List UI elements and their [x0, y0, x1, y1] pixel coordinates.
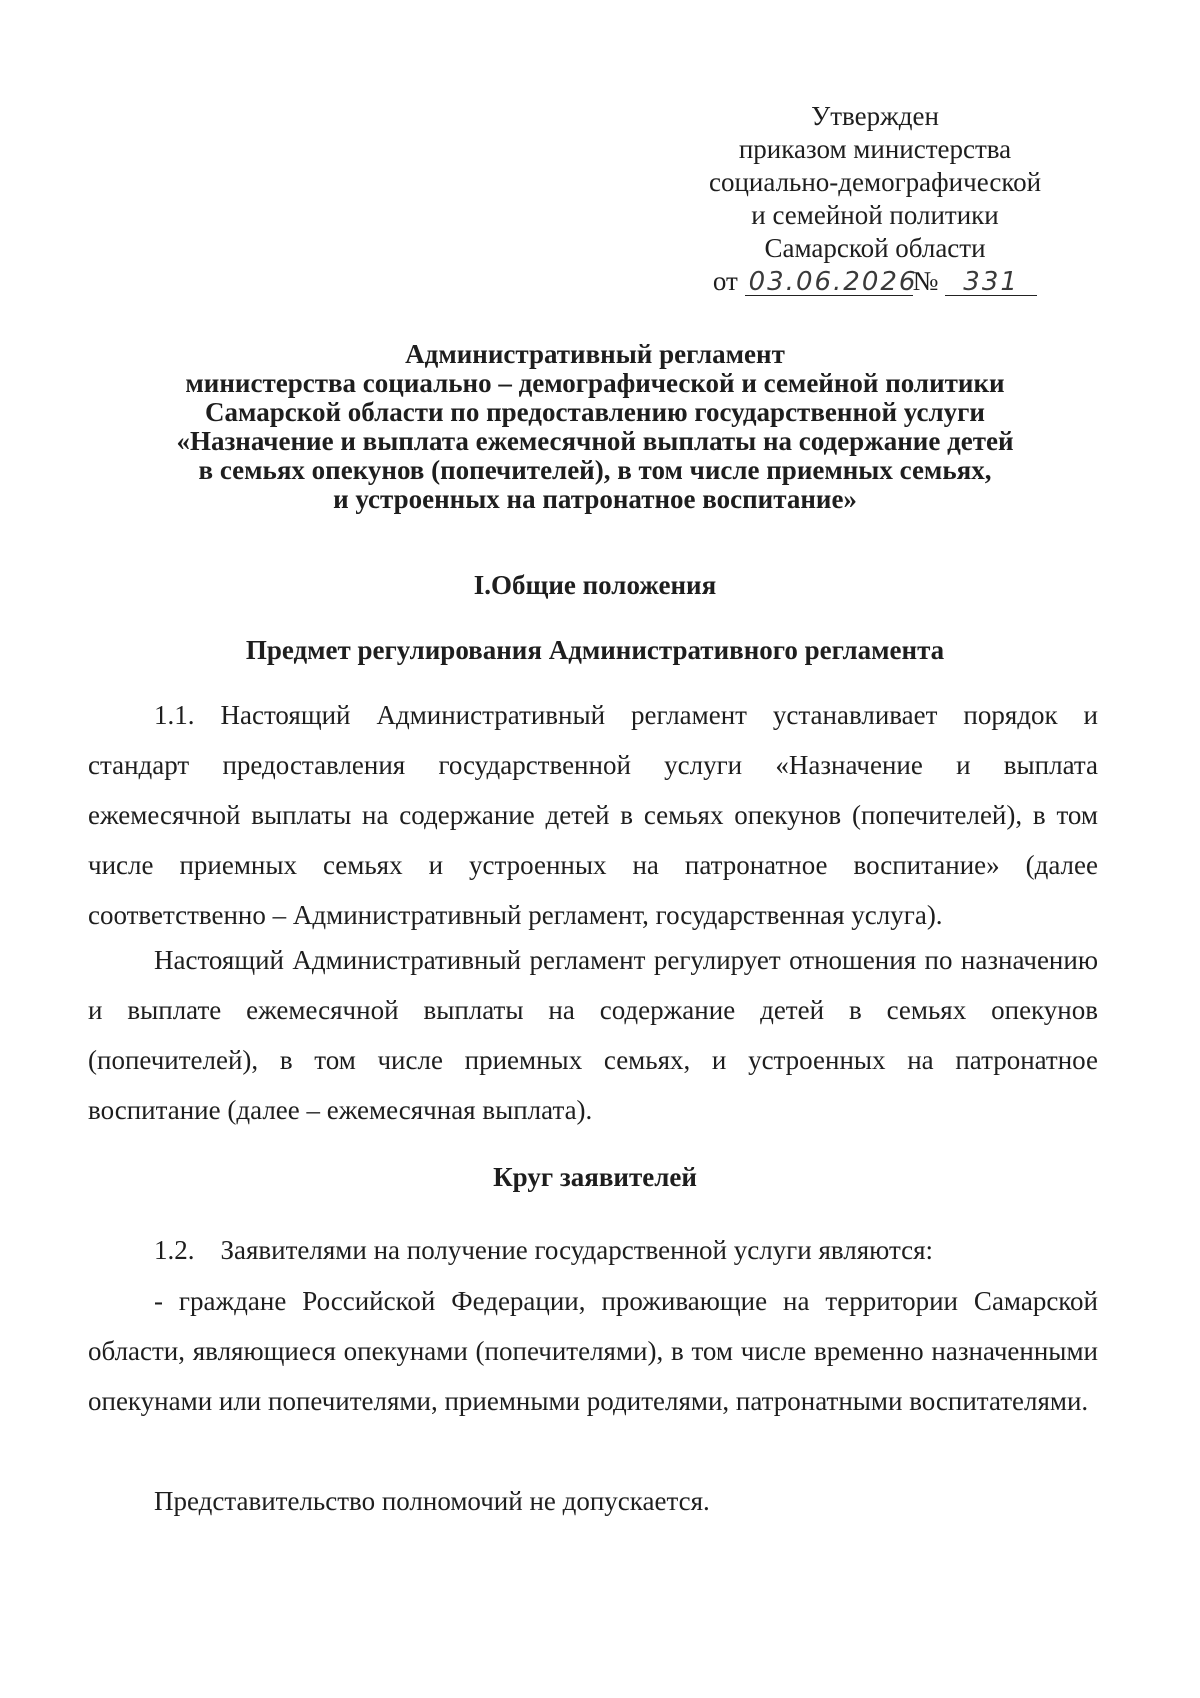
paragraph-representation [88, 1476, 1098, 1526]
paragraph-text: Представительство полномочий не допускается. [154, 1486, 710, 1516]
date-prefix: от [712, 266, 738, 296]
approval-line: Утвержден [811, 101, 939, 131]
paragraph-text: - граждане Российской Федерации, проживающие на территории Самарской области, являющиеся опекунами (попечителями), в том числе временно назначенными опекунами или попечителями, приемными родителями, патронатными воспитателями. [88, 1286, 1098, 1416]
title-line: «Назначение и выплата ежемесячной выплаты на содержание детей [176, 426, 1014, 456]
paragraph-1-1 [88, 690, 1098, 940]
approval-date-line [640, 265, 1110, 298]
number-prefix: № [912, 266, 939, 296]
document-title [90, 340, 1100, 514]
approval-line: и семейной политики [751, 200, 999, 230]
paragraph-1-2 [88, 1225, 1098, 1275]
paragraph-text: Заявителями на получение государственной услуги являются: [220, 1235, 933, 1265]
approval-line: Самарской области [764, 233, 986, 263]
title-line: Самарской области по предоставлению государственной услуги [205, 397, 985, 427]
paragraph-number: 1.2. [154, 1235, 195, 1265]
approval-line: социально-демографической [708, 167, 1042, 197]
handwritten-date: 03.06.2026 [745, 269, 913, 296]
title-line: в семьях опекунов (попечителей), в том числе приемных семьях, [198, 455, 992, 485]
paragraph-number: 1.1. [154, 700, 195, 730]
title-line: министерства социально – демографической и семейной политики [185, 368, 1005, 398]
approval-line: приказом министерства [738, 134, 1012, 164]
handwritten-number: 331 [945, 269, 1037, 296]
paragraph-1-2-list-item [88, 1276, 1098, 1426]
paragraph-1-1-continued [88, 935, 1098, 1135]
section-heading-applicants: Круг заявителей [493, 1162, 697, 1192]
section-heading-general: I.Общие положения [473, 570, 717, 600]
paragraph-text: Настоящий Административный регламент регулирует отношения по назначению и выплате ежемесячной выплаты на содержание детей в семьях опекунов (попечителей), в том числе приемных семьях, и устроенных на патронатное воспитание (далее – ежемесячная выплата). [88, 945, 1098, 1125]
section-heading-subject: Предмет регулирования Административного регламента [245, 635, 945, 665]
title-line: Административный регламент [405, 339, 785, 369]
approval-stamp [640, 100, 1110, 298]
paragraph-text: Настоящий Административный регламент устанавливает порядок и стандарт предоставления государственной услуги «Назначение и выплата ежемесячной выплаты на содержание детей в семьях опекунов (попечителей), в том числе приемных семьях и устроенных на патронатное воспитание» (далее соответственно – Административный регламент, государственная услуга). [88, 700, 1098, 930]
title-line: и устроенных на патронатное воспитание» [333, 484, 857, 514]
